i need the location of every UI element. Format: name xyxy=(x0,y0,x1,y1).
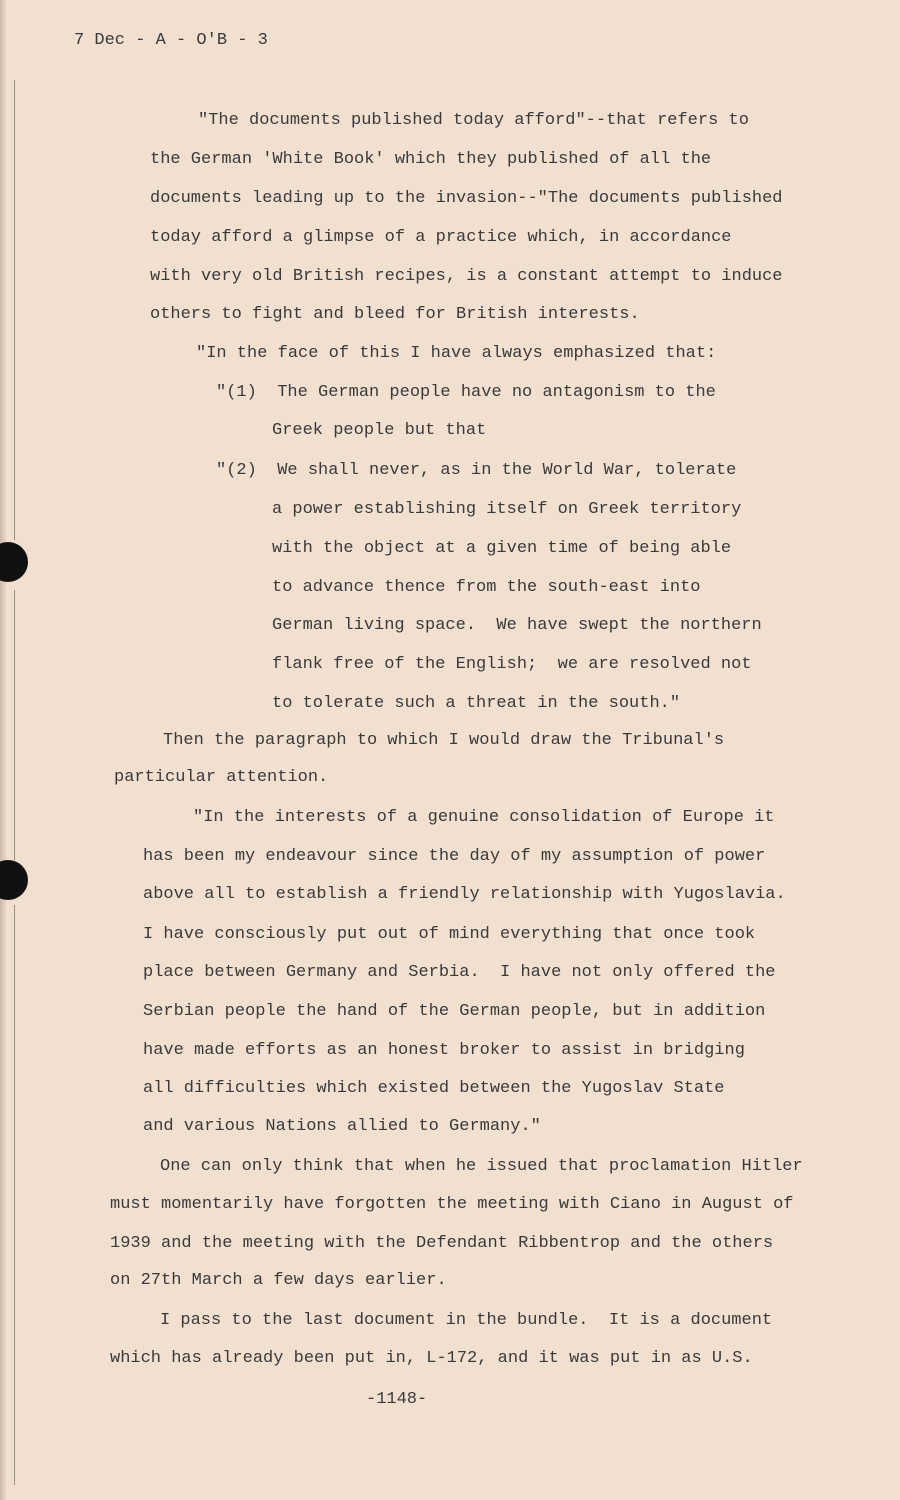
text-line: "(1) The German people have no antagonism to the xyxy=(216,383,716,402)
text-line: to advance thence from the south-east into xyxy=(272,578,701,597)
text-line: Greek people but that xyxy=(272,421,487,440)
text-line: which has already been put in, L-172, and it was put in as U.S. xyxy=(110,1349,753,1368)
page-left-edge xyxy=(0,0,6,1500)
text-line: the German 'White Book' which they published of all the xyxy=(150,150,712,169)
punch-hole-lower xyxy=(0,860,28,900)
page-number: -1148- xyxy=(366,1390,428,1409)
text-line: Then the paragraph to which I would draw the Tribunal's xyxy=(163,731,725,750)
text-line: must momentarily have forgotten the meeting with Ciano in August of xyxy=(110,1195,794,1214)
text-line: others to fight and bleed for British interests. xyxy=(150,305,640,324)
text-line: on 27th March a few days earlier. xyxy=(110,1271,447,1290)
text-line: One can only think that when he issued that proclamation Hitler xyxy=(160,1157,803,1176)
text-line: have made efforts as an honest broker to assist in bridging xyxy=(143,1041,745,1060)
text-line: "The documents published today afford"--that refers to xyxy=(198,111,749,130)
margin-rule-middle xyxy=(14,590,15,860)
text-line: all difficulties which existed between the Yugoslav State xyxy=(143,1079,725,1098)
text-line: to tolerate such a threat in the south." xyxy=(272,694,681,713)
text-line: a power establishing itself on Greek territory xyxy=(272,500,742,519)
punch-hole-upper xyxy=(0,542,28,582)
margin-rule-upper xyxy=(14,80,15,540)
text-line: documents leading up to the invasion--"The documents published xyxy=(150,189,783,208)
text-line: above all to establish a friendly relationship with Yugoslavia. xyxy=(143,885,786,904)
margin-rule-lower xyxy=(14,905,15,1485)
text-line: has been my endeavour since the day of my assumption of power xyxy=(143,847,766,866)
text-line: flank free of the English; we are resolved not xyxy=(272,655,752,674)
text-line: I have consciously put out of mind everything that once took xyxy=(143,925,756,944)
text-line: "(2) We shall never, as in the World War, tolerate xyxy=(216,461,737,480)
text-line: place between Germany and Serbia. I have not only offered the xyxy=(143,963,776,982)
text-line: with very old British recipes, is a constant attempt to induce xyxy=(150,267,783,286)
text-line: today afford a glimpse of a practice which, in accordance xyxy=(150,228,732,247)
text-line: 1939 and the meeting with the Defendant Ribbentrop and the others xyxy=(110,1234,774,1253)
text-line: "In the face of this I have always emphasized that: xyxy=(196,344,717,363)
text-line: I pass to the last document in the bundle. It is a document xyxy=(160,1311,773,1330)
text-line: "In the interests of a genuine consolidation of Europe it xyxy=(193,808,775,827)
text-line: with the object at a given time of being able xyxy=(272,539,732,558)
page-header: 7 Dec - A - O'B - 3 xyxy=(74,31,268,50)
text-line: Serbian people the hand of the German people, but in addition xyxy=(143,1002,766,1021)
text-line: particular attention. xyxy=(114,768,329,787)
text-line: and various Nations allied to Germany." xyxy=(143,1117,541,1136)
text-line: German living space. We have swept the northern xyxy=(272,616,762,635)
